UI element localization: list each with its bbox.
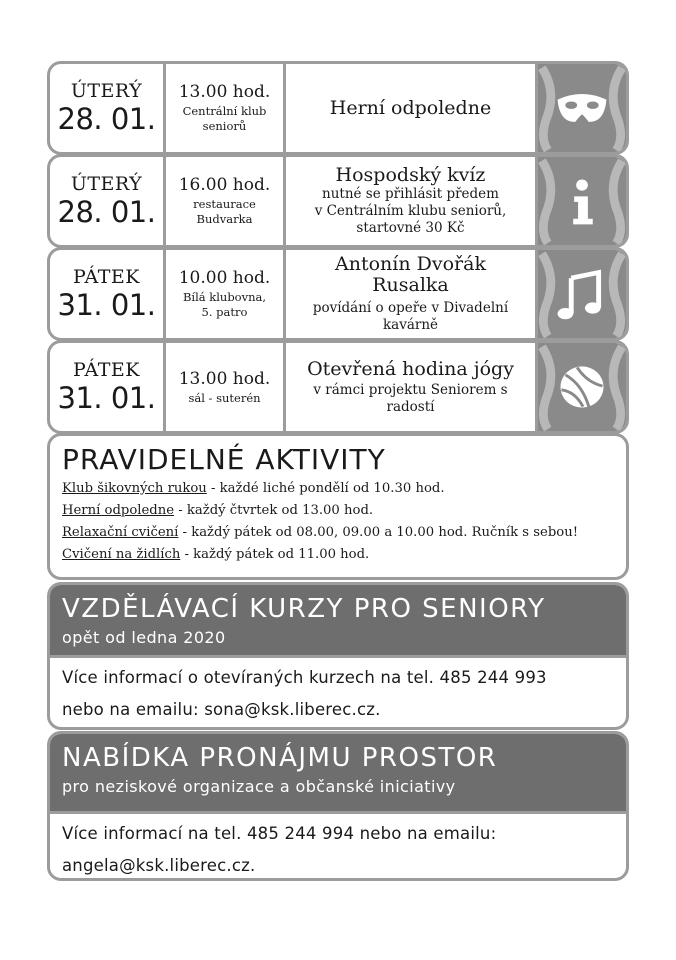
- rental-email-line: angela@ksk.liberec.cz.: [62, 856, 256, 875]
- event-row-2: [47, 154, 629, 248]
- event-title: Herní odpoledne: [329, 96, 492, 119]
- ball-icon: [538, 343, 626, 431]
- event-time-cell: [166, 64, 286, 152]
- event-place: [183, 290, 266, 320]
- event-day: PÁTEK: [73, 359, 140, 381]
- rental-panel: [47, 731, 629, 881]
- event-title-cell: [286, 343, 538, 431]
- event-place-line: restaurace: [193, 197, 256, 211]
- event-time: 13.00 hod.: [178, 368, 271, 389]
- event-place: [188, 391, 260, 406]
- event-time: 16.00 hod.: [178, 175, 271, 195]
- event-description-line: povídání o opeře v Divadelní: [312, 300, 509, 316]
- event-description-line: v rámci projektu Seniorem s: [313, 381, 508, 398]
- event-description: [313, 382, 507, 416]
- event-date: 31. 01.: [57, 381, 156, 415]
- activity-name-link[interactable]: Cvičení na židlích: [62, 547, 181, 562]
- regular-activities-panel: [47, 433, 629, 580]
- event-time: 13.00 hod.: [178, 82, 271, 102]
- regular-activities-heading: PRAVIDELNÉ AKTIVITY: [62, 443, 386, 476]
- event-row-4: [47, 340, 629, 434]
- event-date: 28. 01.: [57, 195, 156, 229]
- event-time-cell: [166, 157, 286, 245]
- courses-body: [50, 655, 626, 726]
- event-title-line: Antonín Dvořák: [335, 253, 486, 275]
- event-place: [183, 104, 267, 134]
- event-title-cell: [286, 64, 538, 152]
- event-day: PÁTEK: [73, 266, 140, 288]
- info-icon: [538, 157, 626, 245]
- event-title: [335, 254, 486, 296]
- event-title-cell: [286, 157, 538, 245]
- event-time-cell: [166, 250, 286, 338]
- courses-email-line: nebo na emailu: sona@ksk.liberec.cz.: [62, 700, 381, 719]
- activity-detail: - každý pátek od 11.00 hod.: [180, 547, 370, 562]
- event-date-cell: [50, 250, 166, 338]
- activity-name-link[interactable]: Klub šikovných rukou: [62, 481, 207, 496]
- courses-subtitle: opět od ledna 2020: [62, 628, 226, 647]
- courses-info-line: Více informací o otevíraných kurzech na tel. 485 244 993: [62, 668, 547, 687]
- courses-panel: [47, 582, 629, 730]
- event-date: 31. 01.: [57, 288, 156, 322]
- activity-detail: - každý čtvrtek od 13.00 hod.: [174, 503, 374, 518]
- event-time-cell: [166, 343, 286, 431]
- event-date-cell: [50, 157, 166, 245]
- event-description-line: nutné se přihlásit předem: [322, 186, 499, 202]
- rental-body: [50, 811, 626, 881]
- event-description-line: kavárně: [382, 317, 439, 333]
- event-place-line: sál - suterén: [188, 390, 261, 405]
- rental-title: NABÍDKA PRONÁJMU PROSTOR: [62, 743, 498, 773]
- activity-item: [62, 522, 614, 544]
- theater-mask-icon: [538, 64, 626, 152]
- event-title: Otevřená hodina jógy: [307, 357, 514, 380]
- event-time: 10.00 hod.: [178, 268, 271, 288]
- activity-item: [62, 544, 614, 566]
- event-description: [313, 300, 508, 334]
- event-row-1: [47, 61, 629, 155]
- rental-info-line: Více informací na tel. 485 244 994 nebo na emailu:: [62, 824, 497, 843]
- event-place-line: 5. patro: [201, 305, 248, 319]
- activity-item: [62, 500, 614, 522]
- activity-detail: - každý pátek od 08.00, 09.00 a 10.00 hod. Ručník s sebou!: [178, 525, 578, 540]
- event-place-line: Bílá klubovna,: [182, 290, 267, 304]
- event-date: 28. 01.: [57, 102, 156, 136]
- event-day: ÚTERÝ: [70, 173, 143, 195]
- event-place-line: seniorů: [202, 119, 247, 133]
- event-description-line: radostí: [386, 398, 435, 415]
- event-place-line: Centrální klub: [182, 104, 267, 118]
- event-date-cell: [50, 64, 166, 152]
- event-place: [193, 197, 256, 227]
- event-day: ÚTERÝ: [70, 80, 143, 102]
- courses-header: [50, 585, 626, 655]
- activity-name-link[interactable]: Herní odpoledne: [62, 503, 175, 518]
- event-title: Hospodský kvíz: [335, 164, 486, 186]
- activity-name-link[interactable]: Relaxační cvičení: [62, 525, 179, 540]
- event-date-cell: [50, 343, 166, 431]
- event-description-line: startovné 30 Kč: [356, 220, 465, 236]
- rental-subtitle: pro neziskové organizace a občanské iniciativy: [62, 777, 456, 796]
- rental-header: [50, 734, 626, 811]
- music-note-icon: [538, 250, 626, 338]
- activity-detail: - každé liché pondělí od 10.30 hod.: [206, 481, 445, 496]
- event-title-cell: [286, 250, 538, 338]
- activity-item: [62, 478, 614, 500]
- event-description: [315, 186, 507, 237]
- courses-title: VZDĚLÁVACÍ KURZY PRO SENIORY: [62, 594, 546, 624]
- event-place-line: Budvarka: [196, 212, 253, 226]
- event-description-line: v Centrálním klubu seniorů,: [314, 203, 507, 219]
- event-row-3: [47, 247, 629, 341]
- event-title-line: Rusalka: [372, 274, 449, 296]
